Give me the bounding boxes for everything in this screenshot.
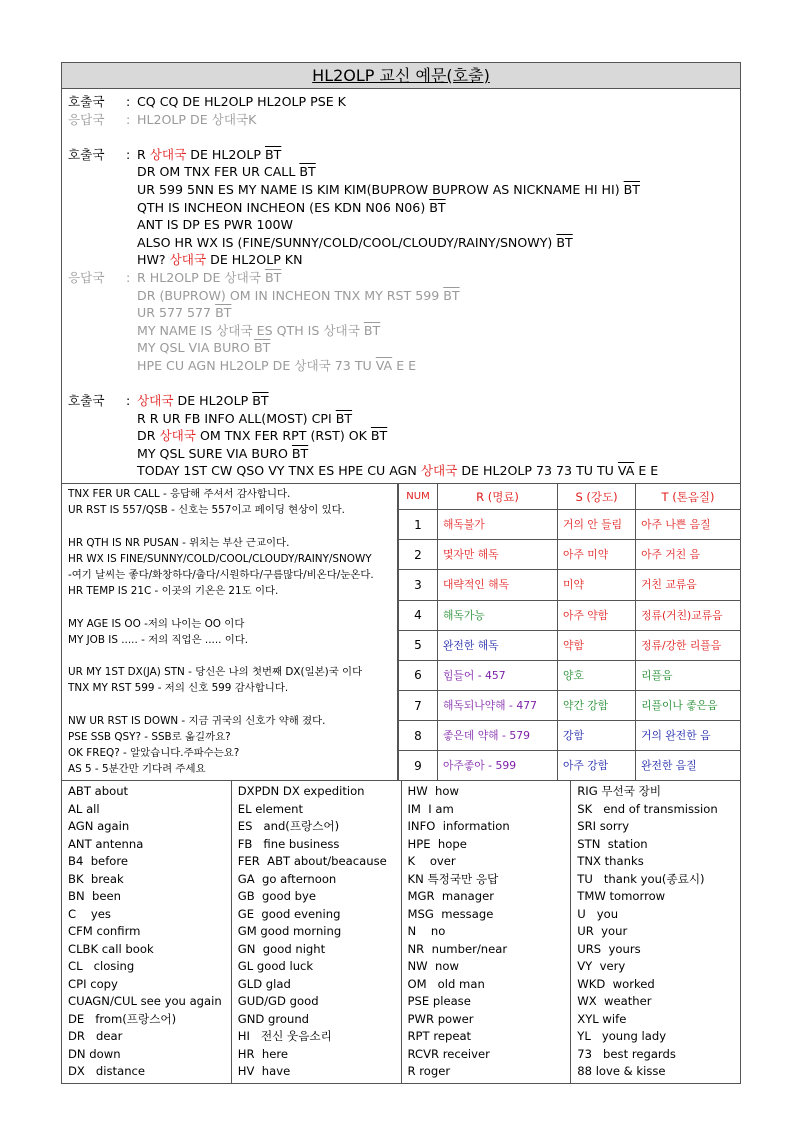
rst-cell-t: 정류/강한 리플음	[636, 630, 740, 660]
abbreviation-item: GM good morning	[237, 924, 342, 939]
abbreviation-item: ES and(프랑스어)	[237, 819, 340, 834]
dialog-segment: MY QSL VIA BURO	[137, 340, 254, 356]
abbreviation-item: UR your	[577, 924, 628, 939]
indent	[68, 445, 137, 463]
dialog-text	[137, 427, 387, 445]
prosign: $\overline{BT}$	[370, 428, 388, 444]
abbreviation-item: N no	[407, 924, 446, 939]
abbreviation-item: ANT antenna	[68, 836, 144, 851]
phrase-note: MY AGE IS OO -저의 나이는 OO 이다	[68, 617, 245, 630]
phrase-note: -여기 날씨는 좋다/화창하다/춥다/시원하다/구름많다/비온다/눈온다.	[68, 569, 374, 582]
phrase-notes	[62, 484, 398, 780]
abbreviation-item: 88 love & kisse	[577, 1064, 666, 1079]
phrase-note: TNX MY RST 599 - 저의 신호 599 감사합니다.	[68, 682, 289, 695]
abbreviation-item: STN station	[577, 836, 648, 851]
indent	[68, 163, 137, 181]
dialog-segment: UR 577 577	[137, 305, 216, 321]
spacer	[68, 648, 391, 664]
indent	[68, 199, 137, 217]
dialog-segment: ALSO HR WX IS (FINE/SUNNY/COLD/COOL/CLOUDY/RAINY/SNOWY)	[137, 234, 557, 250]
abbreviation-item: HPE hope	[407, 836, 467, 851]
dialog-segment: E E	[634, 463, 659, 479]
abbreviation-item: OM old man	[407, 976, 485, 991]
abbreviation-item: SK end of transmission	[577, 801, 718, 816]
prosign: $\overline{BT}$	[264, 269, 282, 285]
station-label: 호출국	[68, 393, 105, 409]
rst-cell-t: 아주 거친 음	[636, 540, 740, 570]
indent	[68, 251, 137, 269]
abbreviation-item: DX distance	[68, 1064, 146, 1079]
station-label: 응답국	[68, 111, 105, 127]
prosign: $\overline{BT}$	[623, 181, 640, 197]
dialog-line	[68, 427, 734, 445]
prosign: $\overline{BT}$	[443, 287, 460, 303]
dialog-segment: QTH IS INCHEON INCHEON (ES KDN N06 N06)	[137, 199, 430, 215]
rst-cell-r: 좋은데 약해 - 579	[438, 721, 558, 751]
dialog-segment: DR OM TNX FER UR CALL	[137, 164, 300, 180]
rst-row	[399, 691, 741, 721]
phrase-note: AS 5 - 5분간만 기다려 주세요	[68, 763, 206, 776]
dialog-line	[68, 304, 734, 322]
abbreviation-item: CLBK call book	[68, 941, 154, 956]
dialog-line	[68, 93, 734, 111]
abbreviation-item: K over	[407, 854, 456, 869]
rst-cell-s: 아주 미약	[558, 540, 636, 570]
abbreviation-column	[402, 781, 572, 1083]
indent	[68, 304, 137, 322]
abbreviation-item: CPI copy	[68, 976, 118, 991]
rst-cell-s: 약함	[558, 630, 636, 660]
prosign: $\overline{BT}$	[215, 305, 232, 321]
dialog-line	[68, 251, 734, 269]
abbreviation-item: GA go afternoon	[237, 871, 337, 886]
dialog-line	[68, 199, 734, 217]
abbreviation-item: RCVR receiver	[407, 1046, 490, 1061]
rst-cell-t: 아주 나쁜 음질	[636, 510, 740, 540]
abbreviation-item: MSG message	[407, 906, 494, 921]
rst-row	[399, 600, 741, 630]
dialog-text	[137, 445, 308, 463]
rst-row	[399, 660, 741, 690]
dialog-segment: CQ CQ DE HL2OLP HL2OLP PSE K	[137, 94, 346, 109]
dialog-segment: OM TNX FER RPT (RST) OK	[195, 428, 371, 444]
abbreviation-item: RIG 무선국 장비	[577, 784, 662, 799]
prosign: $\overline{BT}$	[252, 393, 269, 409]
other-station-callsign: 상대국	[169, 252, 207, 268]
dialog-line	[68, 357, 734, 375]
dialog-text	[137, 93, 346, 111]
dialog-segment: MY NAME IS 상대국 ES QTH IS 상대국	[137, 322, 364, 338]
dialog-line	[68, 234, 734, 252]
rst-table	[398, 484, 740, 780]
rst-cell-num: 2	[399, 540, 438, 570]
dialog-segment: UR 599 5NN ES MY NAME IS KIM KIM(BUPROW BUPROW AS NICKNAME HI HI)	[137, 181, 624, 197]
dialog-text	[137, 322, 380, 340]
dialog-segment: E E	[392, 357, 417, 373]
abbreviation-item: KN 특정국만 응답	[407, 871, 499, 886]
phrase-note: TNX FER UR CALL - 응답해 주셔서 감사합니다.	[68, 488, 291, 501]
rst-header-cell: NUM	[399, 484, 438, 510]
rst-cell-s: 약간 강함	[558, 691, 636, 721]
prosign: $\overline{BT}$	[363, 322, 381, 338]
dialog-segment: HL2OLP DE 상대국K	[137, 111, 257, 127]
spacer	[68, 599, 391, 615]
dialog-text	[137, 392, 269, 410]
rst-row	[399, 570, 741, 600]
dialog-text	[137, 251, 303, 269]
dialog-text	[137, 410, 352, 428]
rst-cell-t: 리플이나 좋은음	[636, 691, 740, 721]
abbreviation-item: TNX thanks	[577, 854, 644, 869]
abbreviation-item: PSE please	[407, 994, 471, 1009]
abbreviation-item: XYL wife	[577, 1011, 627, 1026]
dialog-segment: MY QSL SURE VIA BURO	[137, 445, 292, 461]
abbreviation-item: HV have	[237, 1064, 291, 1079]
prosign: $\overline{VA}$	[617, 463, 635, 479]
abbreviation-item: B4 before	[68, 854, 129, 869]
rst-row	[399, 540, 741, 570]
abbreviation-item: AGN again	[68, 819, 130, 834]
other-station-callsign: 상대국	[159, 428, 196, 444]
dialog-segment: R	[137, 146, 150, 162]
station-label: 호출국	[68, 146, 105, 162]
indent	[68, 410, 137, 428]
dialog-line	[68, 146, 734, 164]
rst-cell-t: 리플음	[636, 660, 740, 690]
dialog-line	[68, 216, 734, 234]
indent	[68, 287, 137, 305]
dialog-line	[68, 339, 734, 357]
phrase-note: HR TEMP IS 21C - 이곳의 기온은 21도 이다.	[68, 585, 279, 598]
abbreviation-item: GB good bye	[237, 889, 317, 904]
dialog-text	[137, 199, 446, 217]
indent	[68, 322, 137, 340]
abbreviation-item: DR dear	[68, 1029, 123, 1044]
indent	[68, 357, 137, 375]
rst-cell-s: 거의 안 들림	[558, 510, 636, 540]
phrase-note: UR MY 1ST DX(JA) STN - 당신은 나의 첫번째 DX(일본)국 이다	[68, 666, 363, 679]
abbreviation-item: PWR power	[407, 1011, 474, 1026]
rst-header-row	[399, 484, 741, 510]
rst-cell-num: 1	[399, 510, 438, 540]
abbreviation-item: GL good luck	[237, 959, 314, 974]
dialog-text	[137, 339, 270, 357]
rst-cell-r: 몇자만 해독	[438, 540, 558, 570]
indent	[68, 339, 137, 357]
phrase-note: HR WX IS FINE/SUNNY/COLD/COOL/CLOUDY/RAINY/SNOWY	[68, 552, 372, 565]
rst-cell-t: 정류(거친)교류음	[636, 600, 740, 630]
prosign: $\overline{BT}$	[253, 340, 271, 356]
rst-cell-s: 미약	[558, 570, 636, 600]
rst-cell-num: 4	[399, 600, 438, 630]
abbreviation-item: MGR manager	[407, 889, 495, 904]
abbreviation-item: WKD worked	[577, 976, 655, 991]
label-colon: :	[126, 94, 131, 109]
abbreviation-item: GLD glad	[237, 976, 291, 991]
other-station-callsign: 상대국	[137, 393, 174, 409]
indent	[68, 181, 137, 199]
abbreviation-item: HR here	[237, 1046, 289, 1061]
abbreviation-column	[232, 781, 402, 1083]
abbreviation-item: U you	[577, 906, 619, 921]
dialog-text	[137, 181, 640, 199]
other-station-callsign: 상대국	[149, 146, 187, 162]
rst-header-cell: R (명료)	[438, 484, 558, 510]
phrase-note: PSE SSB QSY? - SSB로 옮길까요?	[68, 731, 231, 744]
dialog-text	[137, 111, 256, 129]
label-colon: :	[126, 269, 131, 285]
phrase-note: OK FREQ? - 알았습니다.주파수는요?	[68, 747, 240, 760]
dialog-line	[68, 462, 734, 480]
rst-cell-r: 대략적인 해독	[438, 570, 558, 600]
abbreviation-item: NW now	[407, 959, 459, 974]
dialog-line	[68, 322, 734, 340]
qso-dialog	[62, 89, 740, 484]
indent	[68, 216, 137, 234]
dialog-text	[137, 357, 416, 375]
abbreviation-item: IM I am	[407, 801, 454, 816]
rst-cell-r: 완전한 해독	[438, 630, 558, 660]
abbreviation-item: AL all	[68, 801, 100, 816]
abbreviation-item: R roger	[407, 1064, 451, 1079]
rst-header-cell: T (톤음질)	[636, 484, 740, 510]
abbreviation-item: DE from(프랑스어)	[68, 1011, 177, 1026]
rst-cell-num: 5	[399, 630, 438, 660]
rst-cell-s: 아주 강함	[558, 751, 636, 780]
dialog-segment: ANT IS DP ES PWR 100W	[137, 217, 293, 233]
dialog-line	[68, 410, 734, 428]
station-label: 호출국	[68, 94, 105, 109]
phrase-note: NW UR RST IS DOWN - 지금 귀국의 신호가 약해 졌다.	[68, 714, 326, 727]
prosign: $\overline{BT}$	[291, 445, 309, 461]
abbreviation-column	[571, 781, 740, 1083]
abbreviation-item: YL young lady	[577, 1029, 667, 1044]
label-colon: :	[126, 146, 131, 162]
abbreviation-item: CFM confirm	[68, 924, 141, 939]
dialog-segment: R R UR FB INFO ALL(MOST) CPI	[137, 410, 336, 426]
abbreviation-column	[62, 781, 232, 1083]
abbreviation-item: HW how	[407, 784, 459, 799]
abbreviation-item: GN good night	[237, 941, 326, 956]
abbreviation-item: RPT repeat	[407, 1029, 472, 1044]
abbreviation-item: EL element	[237, 801, 304, 816]
abbreviation-item: SRI sorry	[577, 819, 630, 834]
dialog-segment: DE HL2OLP KN	[206, 252, 303, 268]
dialog-text	[137, 269, 281, 287]
dialog-text	[137, 462, 658, 480]
abbreviation-item: NR number/near	[407, 941, 508, 956]
rst-cell-r: 힘들어 - 457	[438, 660, 558, 690]
indent	[68, 462, 137, 480]
rst-header-cell: S (강도)	[558, 484, 636, 510]
station-label: 응답국	[68, 269, 105, 285]
dialog-line	[68, 392, 734, 410]
abbreviation-item: GUD/GD good	[237, 994, 319, 1009]
rst-cell-num: 6	[399, 660, 438, 690]
prosign: $\overline{BT}$	[429, 199, 446, 215]
spacer	[68, 128, 734, 146]
abbreviation-item: HI 전신 웃음소리	[237, 1029, 332, 1044]
dialog-segment: TODAY 1ST CW QSO VY TNX ES HPE CU AGN	[137, 463, 421, 479]
dialog-segment: DR	[137, 428, 160, 444]
dialog-text	[137, 216, 293, 234]
prosign: $\overline{BT}$	[264, 146, 282, 162]
dialog-text	[137, 146, 281, 164]
dialog-segment: DE HL2OLP	[186, 146, 265, 162]
label-colon: :	[126, 111, 131, 127]
abbreviation-item: GND ground	[237, 1011, 310, 1026]
other-station-callsign: 상대국	[420, 463, 458, 479]
abbreviation-item: WX weather	[577, 994, 652, 1009]
abbreviation-item: BN been	[68, 889, 121, 904]
dialog-text	[137, 287, 460, 305]
abbreviation-item: C yes	[68, 906, 111, 921]
dialog-segment: DE HL2OLP 73 73 TU TU	[457, 463, 618, 479]
phrase-note: MY JOB IS ..... - 저의 직업은 ..... 이다.	[68, 633, 249, 646]
dialog-line	[68, 287, 734, 305]
abbreviation-item: TMW tomorrow	[577, 889, 666, 904]
abbreviation-item: FB fine business	[237, 836, 340, 851]
rst-cell-s: 강함	[558, 721, 636, 751]
spacer	[68, 697, 391, 713]
rst-cell-num: 8	[399, 721, 438, 751]
rst-cell-t: 거친 교류음	[636, 570, 740, 600]
abbreviation-item: DN down	[68, 1046, 121, 1061]
rst-cell-s: 양호	[558, 660, 636, 690]
abbreviation-item: INFO information	[407, 819, 510, 834]
dialog-segment: DE HL2OLP	[173, 393, 253, 409]
document	[61, 62, 741, 1084]
dialog-text	[137, 234, 573, 252]
phrase-note: UR RST IS 557/QSB - 신호는 557이고 페이딩 현상이 있다.	[68, 504, 345, 517]
rst-cell-r: 해독불가	[438, 510, 558, 540]
abbreviation-list	[62, 781, 740, 1083]
spacer	[68, 375, 734, 393]
rst-cell-num: 9	[399, 751, 438, 780]
rst-cell-num: 3	[399, 570, 438, 600]
abbreviation-item: DXPDN DX expedition	[237, 784, 365, 799]
dialog-line	[68, 163, 734, 181]
abbreviation-item: FER ABT about/beacause	[237, 854, 387, 869]
indent	[68, 427, 137, 445]
dialog-line	[68, 269, 734, 287]
abbreviation-item: CUAGN/CUL see you again	[68, 994, 222, 1009]
rst-cell-r: 해독되나약해 - 477	[438, 691, 558, 721]
rst-row	[399, 751, 741, 780]
dialog-line	[68, 111, 734, 129]
prosign: $\overline{BT}$	[335, 410, 353, 426]
rst-cell-num: 7	[399, 691, 438, 721]
dialog-line	[68, 181, 734, 199]
dialog-segment: HPE CU AGN HL2OLP DE 상대국 73 TU	[137, 357, 376, 373]
dialog-text	[137, 163, 316, 181]
label-colon: :	[126, 393, 131, 409]
abbreviation-item: BK break	[68, 871, 124, 886]
rst-row	[399, 510, 741, 540]
rst-row	[399, 630, 741, 660]
indent	[68, 234, 137, 252]
abbreviation-item: GE good evening	[237, 906, 341, 921]
rst-cell-r: 아주좋아 - 599	[438, 751, 558, 780]
rst-cell-t: 완전한 음질	[636, 751, 740, 780]
prosign: $\overline{VA}$	[375, 357, 393, 373]
rst-cell-t: 거의 완전한 음	[636, 721, 740, 751]
rst-cell-s: 아주 약함	[558, 600, 636, 630]
phrase-note: HR QTH IS NR PUSAN - 위치는 부산 근교이다.	[68, 536, 290, 549]
spacer	[68, 518, 391, 534]
dialog-line	[68, 445, 734, 463]
abbreviation-item: CL closing	[68, 959, 135, 974]
rst-row	[399, 721, 741, 751]
middle-section	[62, 484, 740, 781]
prosign: $\overline{BT}$	[556, 234, 573, 250]
document-title: HL2OLP 교신 예문(호출)	[62, 63, 740, 89]
rst-cell-r: 해독가능	[438, 600, 558, 630]
dialog-text	[137, 304, 231, 322]
abbreviation-item: TU thank you(종료시)	[577, 871, 705, 886]
dialog-segment: DR (BUPROW) OM IN INCHEON TNX MY RST 599	[137, 287, 444, 303]
abbreviation-item: ABT about	[68, 784, 129, 799]
abbreviation-item: 73 best regards	[577, 1046, 676, 1061]
dialog-segment: R HL2OLP DE 상대국	[137, 269, 265, 285]
prosign: $\overline{BT}$	[299, 164, 316, 180]
abbreviation-item: URS yours	[577, 941, 641, 956]
abbreviation-item: VY very	[577, 959, 626, 974]
dialog-segment: HW?	[137, 252, 170, 268]
